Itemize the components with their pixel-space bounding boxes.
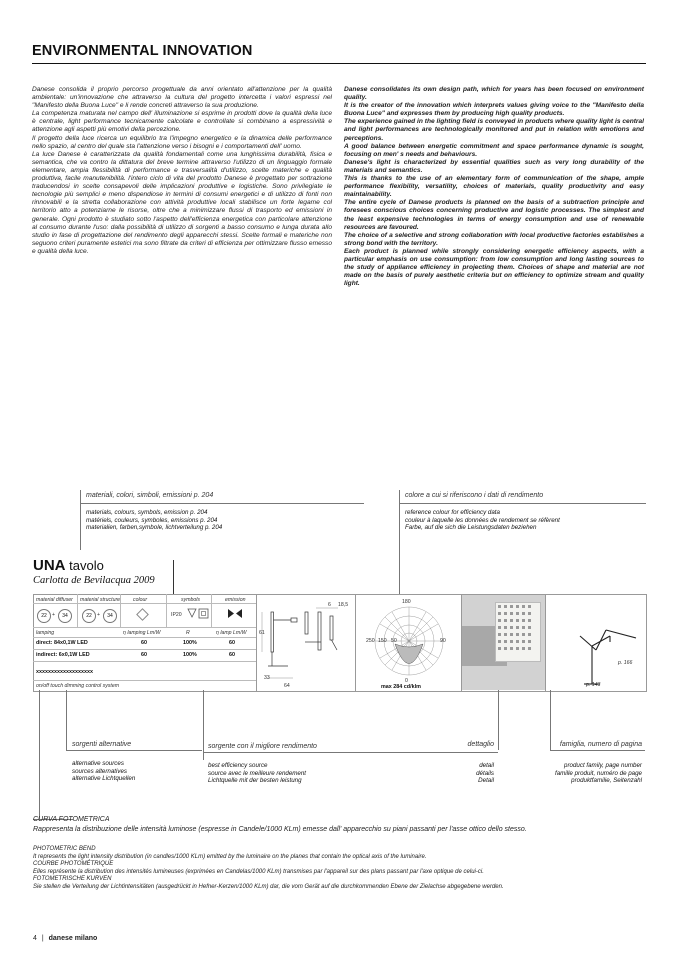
legend-line: matériels, couleurs, symboles, emissions p. 204 <box>86 516 218 524</box>
intro-en-paragraph: A good balance between energetic commitment and space performance dynamic is sought, focusing on men' s needs and behaviours. <box>344 142 644 158</box>
legend-line: product family, page number <box>564 762 642 769</box>
symbols-icon <box>187 608 209 619</box>
legend-line: reference colour for efficiency data <box>405 509 500 516</box>
family-page-ref: p. 143 <box>586 682 601 688</box>
row-indirect-label: indirect: 6x0,1W LED <box>36 652 90 658</box>
legend-detail-lines <box>420 762 494 785</box>
intro-english <box>344 86 644 288</box>
legend-line: couleur à laquelle les données de rendement se réfèrent <box>405 516 560 524</box>
curve-translations <box>33 846 653 892</box>
strip-divider <box>256 594 257 691</box>
table-rule <box>166 594 167 627</box>
technical-drawing <box>258 598 354 690</box>
ip-rating: IP20 <box>171 612 182 618</box>
legend-line: Detail <box>478 777 494 785</box>
polar-label-left3: 50 <box>391 638 397 644</box>
legend-sources-lines <box>72 760 135 783</box>
row-direct-r: 100% <box>183 640 197 646</box>
leader-line <box>66 750 202 751</box>
page-title: ENVIRONMENTAL INNOVATION <box>32 43 253 59</box>
legend-line: sources alternatives <box>72 767 128 775</box>
row-direct-label: direct: 84x0,1W LED <box>36 640 88 646</box>
curve-block-title: FOTOMETRISCHE KURVEN <box>33 876 112 883</box>
intro-it-paragraph: Danese consolida il proprio percorso progettuale da anni orientato all'attenzione per la qualità ambientale: un'innovazione che attraverso la cultura del progetto intercetta i valori espressi nel "Manifesto della Buona Luce" e li rende concreti attraverso la sua produzione. <box>32 86 332 110</box>
leader-line <box>39 690 40 819</box>
leader-line <box>550 750 645 751</box>
legend-line: source avec le meilleure rendement <box>208 769 307 777</box>
led-grid-icon <box>498 605 538 657</box>
plus-sign: + <box>52 612 56 618</box>
emission-icon <box>228 609 242 618</box>
page-number: 4 <box>33 935 37 942</box>
legend-best-title: sorgente con il migliore rendimento <box>208 743 317 750</box>
legend-sources-title: sorgenti alternative <box>72 741 132 748</box>
intro-it-paragraph: La competenza maturata nel campo dell' illuminazione si esprime in prodotti dove la qualità della luce è centrale, light performance tecnicamente calcolate e controllate si combinano a espressività e attenzione agli aspetti più emotivi della percezione. <box>32 110 332 134</box>
legend-materials-lines <box>86 509 222 532</box>
legend-detail-title: dettaglio <box>467 741 494 748</box>
product-designer: Carlotta de Bevilacqua 2009 <box>33 575 155 586</box>
legend-line: best efficiency source <box>208 762 268 769</box>
table-rule <box>33 649 256 650</box>
col-r: R <box>186 630 190 636</box>
curve-block-title: COURBE PHOTOMÉTRIQUE <box>33 861 114 868</box>
legend-materials-title: materiali, colori, simboli, emissioni p. 204 <box>86 492 214 499</box>
leader-line <box>498 690 499 750</box>
polar-label-top: 180 <box>402 599 411 605</box>
intro-en-paragraph: Danese consolidates its own design path, which for years has been focused on environment quality. <box>344 86 644 102</box>
hdr-emission: emission <box>225 597 246 603</box>
hdr-material-structure: material structure <box>80 597 121 603</box>
product-code: xxxxxxxxxxxxxxxxxxx <box>36 669 93 675</box>
intro-en-paragraph: The entire cycle of Danese products is planned on the basis of a subtraction principle and foresees conscious choices concerning productive and logistic processes. The simplest and the least expensive technologies in terms of energy consumption and use of renewable resources are favoured. <box>344 199 644 231</box>
leader-line <box>80 503 364 504</box>
table-rule <box>120 594 121 627</box>
legend-colour-lines <box>405 509 560 532</box>
dim-label: 64 <box>284 683 290 689</box>
legend-family-title: famiglia, numero di pagina <box>559 741 642 748</box>
legend-line: Farbe, auf die sich die Leistungsdaten beziehen <box>405 524 537 532</box>
table-rule <box>33 637 256 638</box>
polar-label-left2: 150 <box>378 638 387 644</box>
curve-block-text: Elles représente la distribution des intensités lumineuses (exprimées en Candelas/1000 KLm) transmises par l'appareil sur des plans passant par l'axe optique de celui-ci. <box>33 868 484 875</box>
legend-line: materials, colours, symbols, emission p. 204 <box>86 509 208 516</box>
row-indirect-eta-lamp: 60 <box>229 652 235 658</box>
dim-label: 18,5 <box>338 602 349 608</box>
polar-max: max 284 cd/klm <box>381 684 421 690</box>
product-name <box>33 557 104 574</box>
table-rule <box>33 603 256 604</box>
legend-line: materialien, farben,symbole, lichtverteilung p. 204 <box>86 524 223 532</box>
leader-line <box>203 752 498 753</box>
legend-line: détails <box>476 769 494 777</box>
family-sketches <box>560 600 644 688</box>
polar-label-bottom: 0 <box>405 678 408 684</box>
curve-block-text: Sie stellen die Verteilung der Lichtintensitäten (ausgedrückt in Hefner-Kerzen/1000 KLm) dar, die vom Gerät auf die durchkommenden Ebene der Zielachse abgegebene werden. <box>33 883 504 890</box>
hdr-symbols: symbols <box>181 597 201 603</box>
title-rule <box>32 63 646 64</box>
col-eta-lamp: η lamp Lm/W <box>216 630 247 636</box>
legend-family-lines <box>530 762 642 785</box>
control-system: on/off touch dimming control system <box>36 683 120 689</box>
leader-line <box>173 560 174 594</box>
curve-text-it: Rappresenta la distribuzione delle intensità luminose (espresse in Candele/1000 KLm) emesse dall' apparecchio su piani passanti per l'asse ottico dello stesso. <box>33 826 527 833</box>
dim-label: 6 <box>328 602 331 608</box>
material-badge: 22 <box>37 609 51 623</box>
intro-italian <box>32 86 332 256</box>
brand-name: danese milano <box>48 935 98 942</box>
legend-line: alternative Lichtquellen <box>72 775 136 783</box>
row-indirect-eta: 60 <box>141 652 147 658</box>
polar-label-right: 90 <box>440 638 446 644</box>
legend-line: produktfamilie, Seitenzahl <box>571 777 642 785</box>
leader-line <box>80 490 81 550</box>
leader-line <box>203 690 204 760</box>
row-indirect-r: 100% <box>183 652 197 658</box>
page-footer <box>33 935 97 942</box>
intro-en-paragraph: The experience gained in the lighting field is conveyed in products where quality light is central and light performances are technologically monitored and put in relation with emotions and perceptions. <box>344 118 644 142</box>
leader-line <box>66 690 67 750</box>
legend-line: detail <box>479 762 494 769</box>
family-page-ref: p. 166 <box>618 660 633 666</box>
leader-line <box>399 503 646 504</box>
intro-it-paragraph: La luce Danese è caratterizzata da qualità fondamentali come una lunghissima durabilità, fisica e semantica, che va contro la dittatura del breve termine attraverso l'utilizzo di un linguaggio formale elementare, ampia flessibilità di performance e trasversalità d'utilizzo, scelte materiche e qualità produttiva, facile manutenibilità. l'intero ciclo di vita del prodotto Danese è progettato per sottrazione traducendosi in scelte consapevoli delle implicazioni produttive e logistiche. Sono privilegiate le tecnologie più semplici e meno dispendiose in termini di consumi energetici e di utilizzo di fonti non rinnovabili e la stretta collaborazione con attività produttive locali stabilisce un forte legame col territorio atto a potenziarne le risorse, oltre che a minimizzare flussi di trasporto ed emissioni in generale. Ogni prodotto è studiato sotto l'aspetto dell'efficienza energetica con particolare attenzione al consumo durante l'uso: dalla possibilità di utilizzo di sorgenti a basso consumo e lunga durata allo studio in fase di progettazione del rendimento degli apparecchi stessi. Scelte formali e materiche non seguono criteri puramente estetici ma sono filtrate da criteri di efficienza per ottimizzare flusso emesso e qualità della luce. <box>32 150 332 255</box>
product-type: tavolo <box>69 558 104 573</box>
strip-divider <box>545 594 546 691</box>
leader-line <box>399 490 400 594</box>
material-badge: 22 <box>82 609 96 623</box>
polar-label-left: 250 <box>366 638 375 644</box>
intro-en-paragraph: This is thanks to the use of an elementary form of communication of the shape, ample performance flexibility, versatility, choices of materials, quality productivity and easy maintainability. <box>344 175 644 199</box>
curve-block-text: It represents the light intensity distribution (in candles/1000 KLm) emitted by the luminaire on the planes that contain the optical axis of the luminaire. <box>33 853 427 860</box>
table-rule <box>33 680 256 681</box>
material-badge: 34 <box>103 609 117 623</box>
product-name-text: UNA <box>33 557 65 574</box>
strip-divider <box>355 594 356 691</box>
legend-line: Lichtquelle mit der besten leistung <box>208 777 302 785</box>
legend-line: famille produit, numéro de page <box>554 769 642 777</box>
curve-title-it: CURVA FOTOMETRICA <box>33 816 110 823</box>
row-direct-eta: 60 <box>141 640 147 646</box>
intro-en-paragraph: Danese's light is characterized by essential qualities such as very long durability of the materials and semantics. <box>344 158 644 174</box>
legend-line: alternative sources <box>72 760 124 767</box>
intro-en-paragraph: It is the creator of the innovation which interprets values giving voice to the "Manifesto della Buona Luce" and expresses them by producing high quality products. <box>344 102 644 118</box>
intro-it-paragraph: Il progetto della luce ricerca un equilibrio tra l'impegno energetico e la dinamica delle performance nello spazio, al centro del quale sta l'attenzione verso i bisogni e i comportamenti dell' uomo. <box>32 134 332 150</box>
table-rule <box>211 594 212 627</box>
legend-colour-title: colore a cui si riferiscono i dati di rendimento <box>405 492 544 499</box>
col-eta-lamping: η lamping Lm/W <box>123 630 161 636</box>
material-badge: 34 <box>58 609 72 623</box>
col-lamping: lamping <box>36 630 55 636</box>
legend-best-lines <box>208 762 306 785</box>
hdr-colour: colour <box>133 597 148 603</box>
curve-block-title: PHOTOMETRIC BEND <box>33 846 96 852</box>
row-direct-eta-lamp: 60 <box>229 640 235 646</box>
intro-en-paragraph: The choice of a selective and strong collaboration with local productive factories establishes a strong bond with the territory. <box>344 231 644 247</box>
table-rule <box>77 594 78 627</box>
table-rule <box>33 661 256 662</box>
dim-label: 61 <box>259 630 265 636</box>
intro-en-paragraph: Each product is planned while strongly considering energetic efficiency aspects, with a particular emphasis on use consumption: from low consumption and long lasting sources to the study of appliance efficiency in projecting them. Choices of shape and material are not made on the basis of purely aesthetic criteria but on efficiency to optimize stream and quality light. <box>344 247 644 288</box>
plus-sign: + <box>97 612 101 618</box>
dim-label: 33 <box>264 675 270 681</box>
table-rule <box>33 627 256 628</box>
hdr-material-diffuser: material diffuser <box>36 597 73 603</box>
footer-separator: | <box>41 935 44 942</box>
